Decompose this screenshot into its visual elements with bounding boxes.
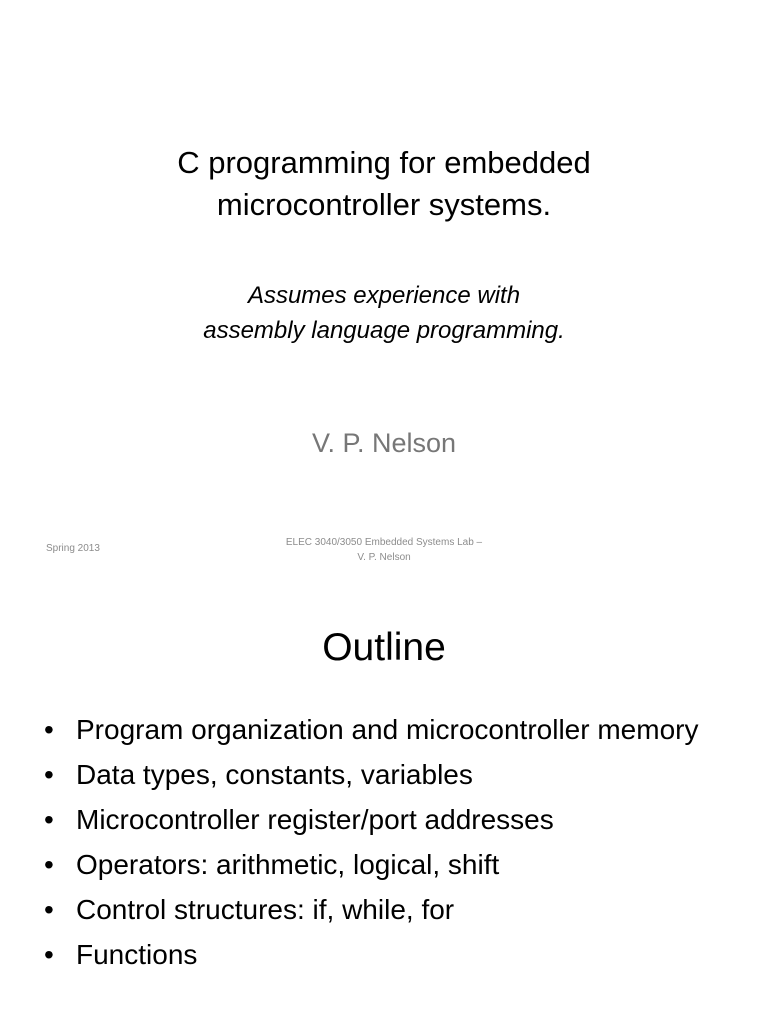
title-line-2: microcontroller systems. — [216, 187, 552, 222]
outline-item-text: Data types, constants, variables — [76, 759, 473, 790]
outline-item — [44, 712, 744, 748]
outline-item-text: Program organization and microcontroller memory — [76, 714, 699, 745]
bullet-icon: • — [44, 894, 54, 925]
footer-course-line-2: V. P. Nelson — [357, 552, 411, 563]
outline-item — [44, 937, 744, 973]
outline-item — [44, 892, 744, 928]
outline-item-text: Functions — [76, 939, 198, 970]
outline-item-text: Control structures: if, while, for — [76, 894, 455, 925]
bullet-icon: • — [44, 939, 54, 970]
title-line-1: C programming for embedded — [177, 145, 591, 180]
outline-item — [44, 847, 744, 883]
subtitle-line-1: Assumes experience with — [247, 282, 521, 309]
bullet-icon: • — [44, 804, 54, 835]
outline-item — [44, 802, 744, 838]
subtitle-line-2: assembly language programming. — [203, 317, 565, 344]
footer-course-line-1: ELEC 3040/3050 Embedded Systems Lab – — [285, 537, 483, 548]
bullet-icon: • — [44, 849, 54, 880]
slide-subtitle — [0, 278, 768, 348]
outline-title: Outline — [322, 626, 446, 669]
bullet-icon: • — [44, 714, 54, 745]
outline-item — [44, 757, 744, 793]
outline-list — [44, 712, 744, 982]
bullet-icon: • — [44, 759, 54, 790]
footer-course — [234, 535, 534, 565]
outline-slide — [0, 590, 768, 1024]
outline-item-text: Microcontroller register/port addresses — [76, 804, 554, 835]
author-name: V. P. Nelson — [311, 428, 457, 458]
slide-title — [0, 142, 768, 226]
outline-item-text: Operators: arithmetic, logical, shift — [76, 849, 500, 880]
footer-date: Spring 2013 — [46, 543, 100, 554]
